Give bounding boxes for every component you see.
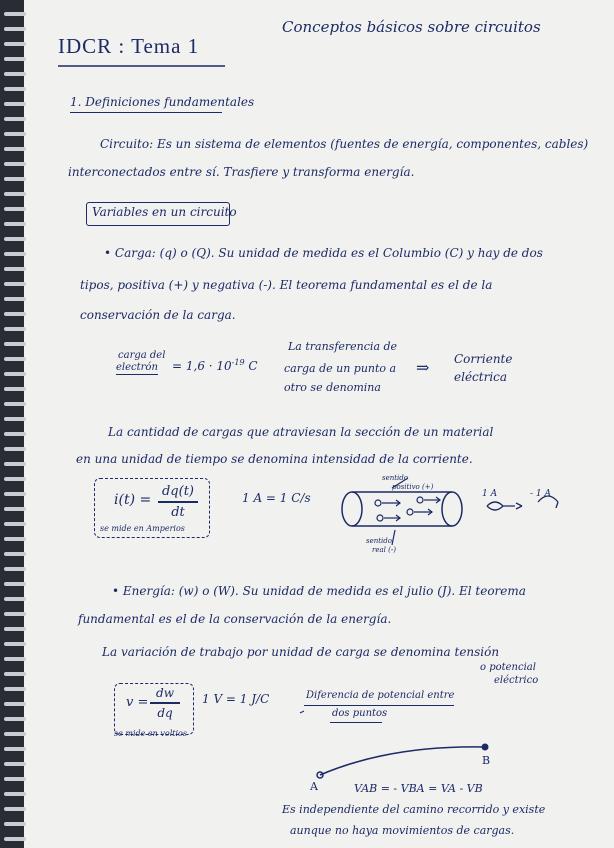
carga-line1: • Carga: (q) o (Q). Su unidad de medida es el Columbio (C) y hay de dos	[104, 246, 543, 260]
point-b	[482, 744, 489, 751]
electron-label-top: carga del	[118, 350, 166, 361]
path-a-b	[320, 747, 485, 775]
point-b-label: B	[482, 754, 491, 767]
electron-label-bottom: electrón	[116, 362, 158, 373]
transfer-line2: carga de un punto a	[284, 362, 397, 375]
footer-line1: Es independiente del camino recorrido y existe	[282, 803, 546, 816]
intensidad-line2: en una unidad de tiempo se denomina intensidad de la corriente.	[76, 452, 473, 466]
loop-positive	[487, 502, 515, 510]
ampere-note: se mide en Amperios	[100, 524, 185, 533]
sentido-real-arrow	[392, 530, 395, 545]
tension-line: La variación de trabajo por unidad de carga se denomina tensión	[102, 645, 500, 659]
footer-line2: aunque no haya movimientos de cargas.	[290, 824, 515, 837]
voltage-formula-lhs: v =	[126, 695, 149, 710]
current-fraction-denominator: dt	[171, 504, 185, 520]
loop-right-label: - 1 A	[530, 489, 551, 499]
voltage-fraction-numerator: dw	[156, 686, 174, 700]
conductor-right-end	[442, 492, 462, 526]
current-fraction-numerator: dq(t)	[161, 484, 194, 499]
page-subtitle: Conceptos básicos sobre circuitos	[282, 18, 541, 36]
section-heading-underline	[70, 112, 222, 113]
conductor-left-end	[342, 492, 362, 526]
point-a-label: A	[310, 780, 318, 793]
section-heading: 1. Definiciones fundamentales	[70, 95, 255, 109]
electron-value: = $1,6 \cdot 10^{-19}$ C	[172, 358, 258, 373]
current-fraction-bar	[158, 501, 198, 503]
carga-line3: conservación de la carga.	[80, 308, 236, 322]
electrico-label: eléctrico	[494, 675, 539, 686]
variables-heading: Variables en un circuito	[92, 205, 237, 219]
energia-line2: fundamental es el de la conservación de la energía.	[78, 612, 392, 626]
ampere-unit-equation: 1 A = 1 C/s	[242, 491, 311, 505]
page-title: IDCR : Tema 1	[58, 34, 200, 58]
current-formula-lhs: i(t) =	[114, 492, 152, 508]
corriente-label: Corriente	[454, 352, 513, 366]
loop-left-label: 1 A	[482, 489, 498, 499]
electron-label-underline	[116, 374, 158, 375]
circuito-definition-line2: interconectados entre sí. Trasfiere y transforma energía.	[68, 165, 415, 179]
sentido-real-label1: sentido	[366, 537, 392, 545]
potencial-label: o potencial	[480, 662, 536, 673]
voltio-note: se mide en voltios	[114, 729, 187, 738]
diferencia-potencial-line1: Diferencia de potencial entre	[306, 690, 455, 701]
sentido-positivo-label2: positivo (+)	[392, 483, 434, 491]
sentido-real-label2: real (-)	[372, 546, 396, 554]
voltage-fraction	[150, 686, 180, 720]
sentido-positivo-label1: sentido	[382, 474, 408, 482]
circuito-definition-line1: Circuito: Es un sistema de elementos (fuentes de energía, componentes, cables)	[100, 137, 589, 151]
diferencia-potencial-line2: dos puntos	[332, 708, 388, 719]
current-fraction	[158, 484, 198, 520]
implies-arrow: ⇒	[416, 358, 430, 377]
electron-exponent: -19	[231, 358, 245, 367]
voltage-fraction-bar	[150, 702, 180, 704]
charge-arrows	[375, 497, 440, 521]
voltio-unit-equation: 1 V = 1 J/C	[202, 692, 270, 706]
voltage-fraction-denominator: dq	[157, 705, 173, 720]
transfer-line3: otro se denomina	[284, 381, 381, 394]
intensidad-line1: La cantidad de cargas que atraviesan la sección de un material	[108, 425, 494, 439]
diferencia-potencial-underline1	[304, 705, 454, 706]
electrica-label: eléctrica	[454, 370, 508, 384]
carga-line2: tipos, positiva (+) y negativa (-). El teorema fundamental es el de la	[80, 278, 493, 292]
energia-line1: • Energía: (w) o (W). Su unidad de medida es el julio (J). El teorema	[112, 584, 526, 598]
diferencia-potencial-underline2	[330, 722, 382, 723]
transfer-line1: La transferencia de	[288, 340, 398, 353]
vab-equation: VAB = - VBA = VA - VB	[354, 782, 483, 795]
